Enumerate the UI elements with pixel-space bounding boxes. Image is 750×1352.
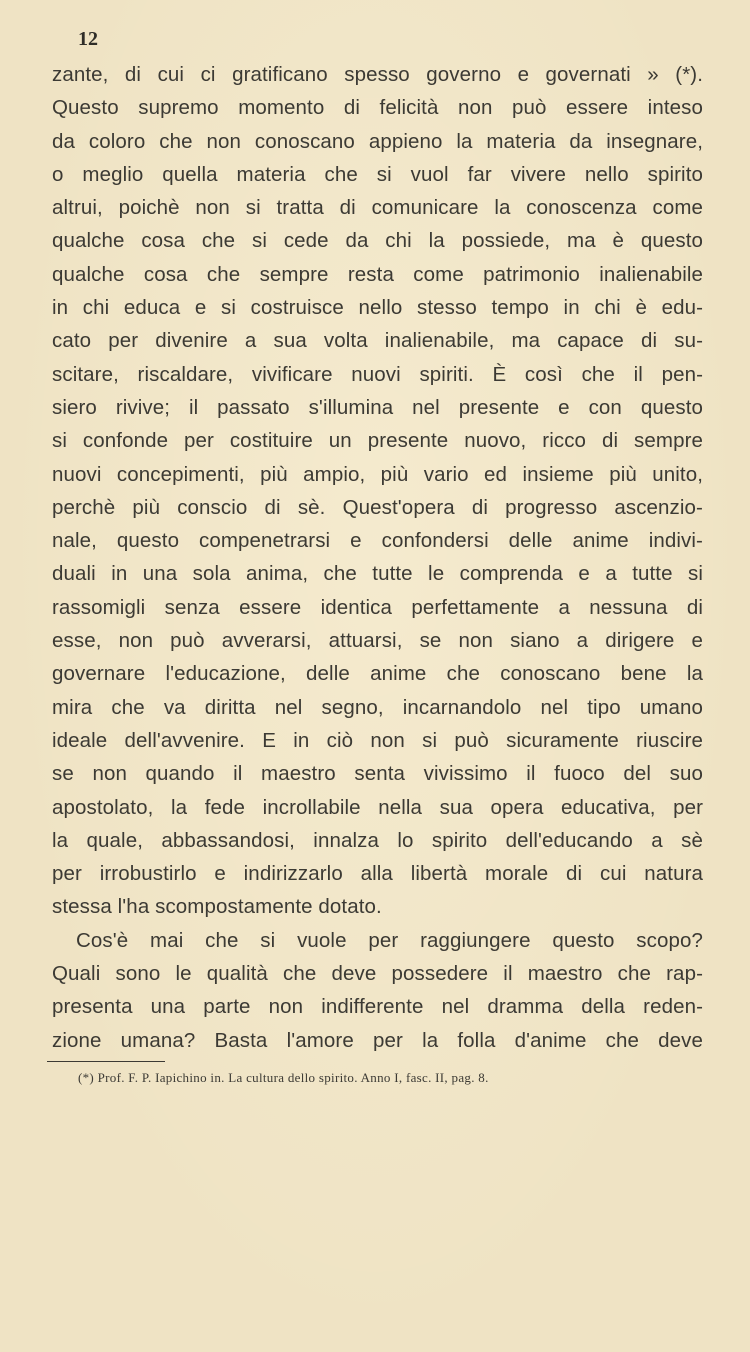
text-line: rassomigli senza essere identica perfettamente a nessuna di xyxy=(52,595,703,619)
text-line: la quale, abbassandosi, innalza lo spirito dell'educando a sè xyxy=(52,828,703,852)
page-number: 12 xyxy=(78,28,98,50)
text-line: zante, di cui ci gratificano spesso governo e governati » (*). xyxy=(52,63,703,86)
text-line: zione umana? Basta l'amore per la folla d'anime che deve xyxy=(52,1028,703,1052)
text-line: ideale dell'avvenire. E in ciò non si può sicuramente riuscire xyxy=(52,728,703,752)
text-line: stessa l'ha scompostamente dotato. xyxy=(52,895,382,919)
text-line: qualche cosa che sempre resta come patrimonio inalienabile xyxy=(52,262,703,286)
text-line: per irrobustirlo e indirizzarlo alla libertà morale di cui natura xyxy=(52,862,703,886)
text-line: qualche cosa che si cede da chi la possiede, ma è questo xyxy=(52,229,703,253)
text-line: perchè più conscio di sè. Quest'opera di progresso ascenzio- xyxy=(52,495,703,519)
text-line: apostolato, la fede incrollabile nella sua opera educativa, per xyxy=(52,795,703,819)
text-line: cato per divenire a sua volta inalienabile, ma capace di su- xyxy=(52,329,703,353)
text-line: nuovi concepimenti, più ampio, più vario ed insieme più unito, xyxy=(52,462,703,486)
body-text xyxy=(52,58,703,1057)
text-line: esse, non può avverarsi, attuarsi, se non siano a dirigere e xyxy=(52,629,703,653)
text-line: governare l'educazione, delle anime che conoscano bene la xyxy=(52,662,703,686)
text-line: Cos'è mai che si vuole per raggiungere questo scopo? xyxy=(76,928,703,952)
text-line: nale, questo compenetrarsi e confondersi delle anime indivi- xyxy=(52,529,703,553)
text-line: siero rivive; il passato s'illumina nel presente e con questo xyxy=(52,395,703,419)
text-line: duali in una sola anima, che tutte le comprenda e a tutte si xyxy=(52,562,703,586)
text-line: o meglio quella materia che si vuol far vivere nello spirito xyxy=(52,162,703,186)
text-line: se non quando il maestro senta vivissimo il fuoco del suo xyxy=(52,762,703,786)
text-line: Quali sono le qualità che deve possedere il maestro che rap- xyxy=(52,962,703,986)
text-line: Questo supremo momento di felicità non può essere inteso xyxy=(52,96,703,120)
text-line: presenta una parte non indifferente nel dramma della reden- xyxy=(52,995,703,1019)
text-line: si confonde per costituire un presente nuovo, ricco di sempre xyxy=(52,429,703,453)
text-line: scitare, riscaldare, vivificare nuovi spiriti. È così che il pen- xyxy=(52,362,703,386)
footnote: (*) Prof. F. P. Iapichino in. La cultura dello spirito. Anno I, fasc. II, pag. 8. xyxy=(78,1070,489,1085)
text-line: in chi educa e si costruisce nello stesso tempo in chi è edu- xyxy=(52,296,703,320)
footnote-divider xyxy=(47,1061,165,1062)
text-line: da coloro che non conoscano appieno la materia da insegnare, xyxy=(52,129,703,153)
text-line: altrui, poichè non si tratta di comunicare la conoscenza come xyxy=(52,196,703,220)
text-line: mira che va diritta nel segno, incarnandolo nel tipo umano xyxy=(52,695,703,719)
